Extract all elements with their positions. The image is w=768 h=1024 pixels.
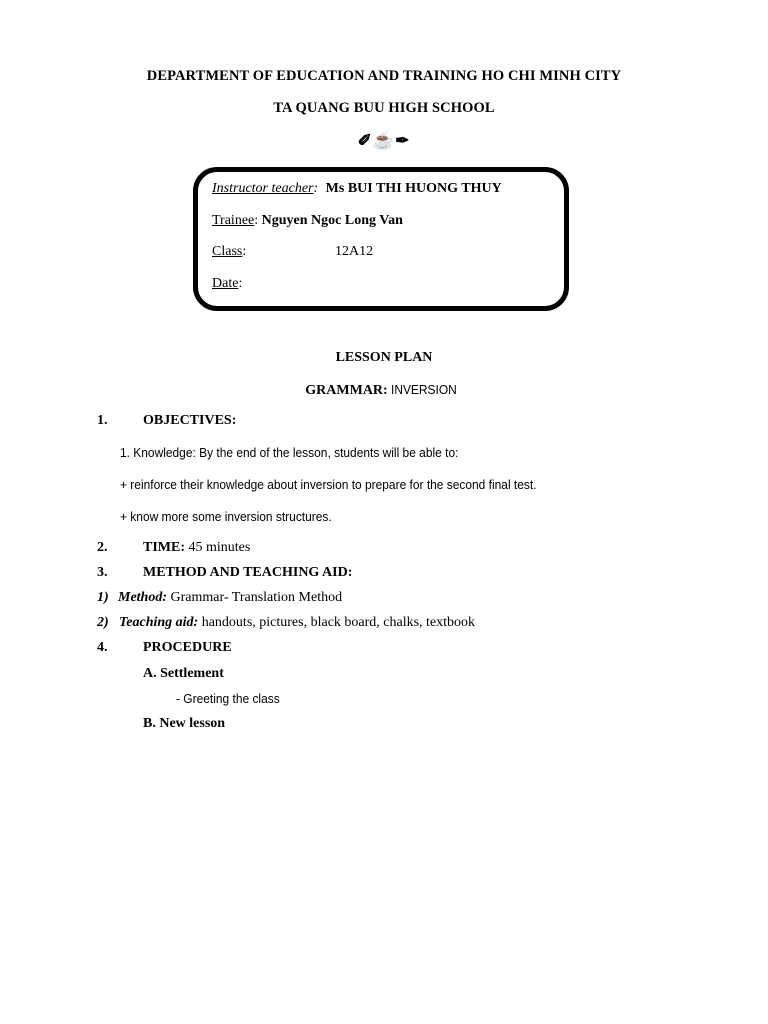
method-aid-heading: METHOD AND TEACHING AID: — [143, 565, 353, 580]
trainee-label: Trainee — [212, 213, 255, 228]
grammar-value: INVERSION — [391, 382, 457, 397]
instructor-colon: : — [313, 181, 319, 196]
teaching-aid-number: 2) — [97, 615, 109, 630]
objective-bullet-2: + know more some inversion structures. — [120, 509, 332, 524]
objectives-number: 1. — [97, 413, 108, 428]
date-colon: : — [238, 276, 243, 291]
time-row — [143, 540, 250, 556]
school-title: TA QUANG BUU HIGH SCHOOL — [273, 100, 495, 116]
instructor-label: Instructor teacher — [212, 181, 314, 196]
trainee-colon: : — [254, 213, 259, 228]
date-label: Date — [212, 276, 239, 291]
time-label: TIME: — [143, 540, 185, 555]
trainee-value: Nguyen Ngoc Long Van — [261, 213, 403, 228]
method-row — [118, 590, 342, 606]
objective-bullet-1: + reinforce their knowledge about inversion to prepare for the second final test. — [120, 477, 537, 492]
procedure-number: 4. — [97, 640, 108, 655]
method-label: Method: — [118, 590, 167, 605]
time-value: 45 minutes — [188, 540, 251, 555]
teaching-aid-label: Teaching aid: — [119, 615, 199, 630]
method-value: Grammar- Translation Method — [170, 590, 343, 605]
knowledge-line: 1. Knowledge: By the end of the lesson, students will be able to: — [120, 445, 459, 460]
class-label: Class — [212, 244, 243, 259]
instructor-row — [212, 181, 502, 197]
date-row — [212, 276, 242, 292]
ornament-glyph: ✐☕✒ — [357, 131, 411, 150]
procedure-heading: PROCEDURE — [143, 640, 232, 655]
new-lesson-heading: B. New lesson — [143, 716, 226, 731]
settlement-item: - Greeting the class — [176, 691, 280, 706]
time-number: 2. — [97, 540, 108, 555]
grammar-label: GRAMMAR: — [305, 383, 388, 398]
grammar-title — [0, 382, 768, 399]
teaching-aid-value: handouts, pictures, black board, chalks, textbook — [201, 615, 476, 630]
instructor-value: Ms BUI THI HUONG THUY — [325, 181, 502, 196]
lesson-plan-title: LESSON PLAN — [335, 350, 433, 365]
trainee-row — [212, 213, 403, 229]
objectives-heading: OBJECTIVES: — [143, 413, 237, 428]
teaching-aid-row — [119, 615, 475, 631]
class-value: 12A12 — [335, 244, 374, 259]
class-colon: : — [242, 244, 247, 259]
settlement-heading: A. Settlement — [143, 666, 224, 681]
method-aid-number: 3. — [97, 565, 108, 580]
class-row — [212, 244, 246, 260]
department-title: DEPARTMENT OF EDUCATION AND TRAINING HO CHI MINH CITY — [146, 68, 622, 84]
method-number: 1) — [97, 590, 109, 605]
